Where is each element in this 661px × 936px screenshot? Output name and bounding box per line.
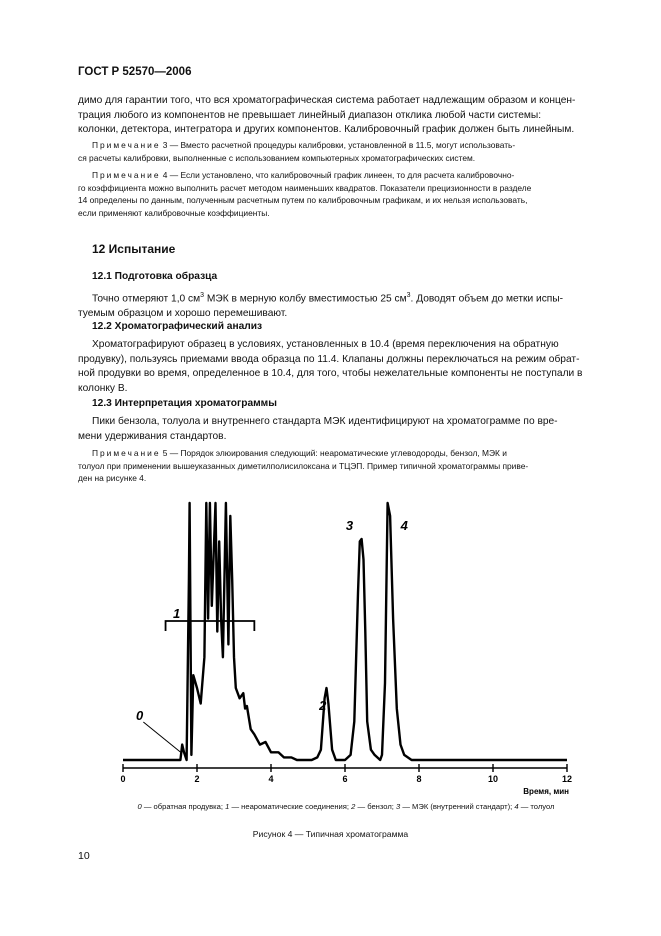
note-text: ден на рисунке 4. xyxy=(78,473,147,484)
section-12-title: 12 Испытание xyxy=(92,242,176,256)
intro-line: колонки, детектора, интегратора и других компонентов. Калибровочный график должен быть линейным. xyxy=(78,124,575,136)
x-tick-label: 10 xyxy=(487,774,499,784)
note-text: 5 — Порядок элюирования следующий: неароматические углеводороды, бензол, МЭК и xyxy=(160,448,507,458)
subsection-12-2-title: 12.2 Хроматографический анализ xyxy=(92,321,263,332)
page-number: 10 xyxy=(78,850,90,862)
subsection-12-2-text: Хроматографируют образец в условиях, установленных в 10.4 (время переключения на обратную продувку), пользуясь приемами ввода образца по 11.4. Клапаны должны переключаться на режим обрат- ной продувки во время, определенное в 10.4, для того, чтобы нежелательные компоненты не поступали в колонку В. xyxy=(78,339,583,394)
subsection-12-1-text: Точно отмеряют 1,0 $см^3$ МЭК в мерную колбу вместимостью 25 $см^3$. Доводят объем до метки испы- туемым образцом и хорошо перемешивают. xyxy=(78,292,564,319)
subsection-12-3-text: Пики бензола, толуола и внутреннего стандарта МЭК идентифицируют на хроматограмме по вре- мени удерживания стандартов. xyxy=(78,416,558,442)
x-tick-label: 2 xyxy=(194,774,200,784)
note-text: го коэффициента можно выполнить расчет методом наименьших квадратов. Показатели прецизионности в разделе xyxy=(78,182,532,193)
note-text: 3 — Вместо расчетной процедуры калибровки, установленной в 11.5, могут использовать- xyxy=(160,140,516,150)
intro-line: трация любого из компонентов не превышает линейный диапазон отклика любой части системы: xyxy=(78,109,542,121)
x-tick-label: 8 xyxy=(416,774,422,784)
note-label: Примечание xyxy=(92,170,161,180)
peak-label-3: 3 xyxy=(345,518,354,533)
x-axis-label: Время, мин xyxy=(523,787,569,796)
document-header: ГОСТ Р 52570—2006 xyxy=(78,66,192,78)
peak-label-1: 1 xyxy=(173,606,181,621)
note-text: 14 определены по данным, полученным расчетным путем по калибровочным графикам, и их нельзя использовать, xyxy=(78,195,528,206)
note-text: 4 — Если установлено, что калибровочный график линеен, то для расчета калибровочно- xyxy=(160,170,515,180)
note-text: толуол при применении вышеуказанных диметилполисилоксана и ТЦЭП. Пример типичной хроматограммы приве- xyxy=(78,460,529,471)
x-tick-label: 12 xyxy=(561,774,573,784)
note-label: Примечание xyxy=(92,140,161,150)
note-text: ся расчеты калибровки, выполненные с использованием компьютерных хроматографических систем. xyxy=(78,152,476,163)
backflush-leader xyxy=(143,722,180,752)
chromatogram-chart xyxy=(120,503,572,796)
peak-label-2: 2 xyxy=(319,698,327,713)
peak-label-0: 0 xyxy=(136,708,144,723)
peak-group-bracket xyxy=(166,621,255,631)
figure-caption: Рисунок 4 — Типичная хроматограмма xyxy=(252,829,409,839)
chromatogram-trace xyxy=(123,503,567,760)
subsection-12-1-title: 12.1 Подготовка образца xyxy=(92,271,218,282)
note-text: если применяют калибровочные коэффициенты. xyxy=(78,207,270,218)
figure-legend: 0 — обратная продувка; 1 — неароматические соединения; 2 — бензол; 3 — МЭК (внутренний стандарт); 4 — толуол xyxy=(137,802,555,811)
intro-line: димо для гарантии того, что вся хроматографическая система работает надлежащим образом и концен- xyxy=(78,95,576,106)
subsection-12-3-title: 12.3 Интерпретация хроматограммы xyxy=(92,398,277,409)
peak-label-4: 4 xyxy=(400,518,408,533)
x-tick-label: 4 xyxy=(268,774,274,784)
note-label: Примечание xyxy=(92,448,161,458)
x-tick-label: 6 xyxy=(342,774,348,784)
x-tick-label: 0 xyxy=(120,774,126,784)
